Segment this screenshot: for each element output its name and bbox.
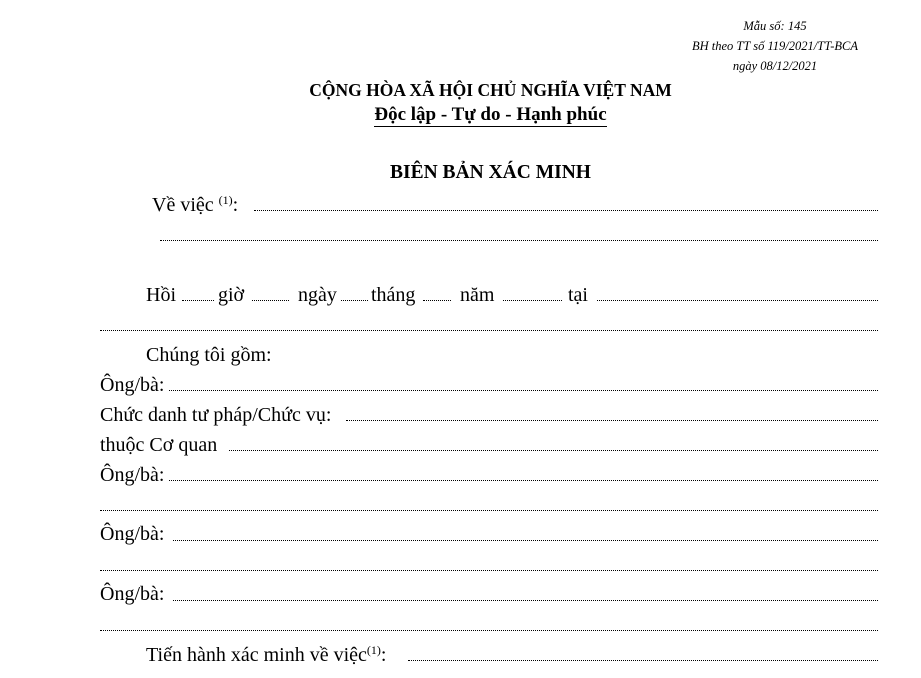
person-blank-2b[interactable]: [100, 510, 878, 511]
person-label-3: Ông/bà:: [100, 523, 165, 545]
person-blank-3[interactable]: [173, 540, 878, 541]
regarding-label: Về việc $^{(1)}$:: [152, 193, 239, 216]
issue-date: ngày 08/12/2021: [732, 59, 818, 73]
person-label-1: Ông/bà:: [100, 374, 165, 396]
person-blank-4b[interactable]: [100, 630, 878, 631]
year-blank[interactable]: [503, 300, 562, 301]
document-title: BIÊN BẢN XÁC MINH: [390, 162, 591, 183]
regarding-blank-2[interactable]: [160, 240, 878, 241]
form-number-block: [665, 16, 885, 76]
person-label-4: Ông/bà:: [100, 583, 165, 605]
conduct-blank[interactable]: [408, 660, 878, 661]
position-label: Chức danh tư pháp/Chức vụ:: [100, 404, 332, 426]
place-blank-1[interactable]: [597, 300, 878, 301]
day-blank[interactable]: [341, 300, 368, 301]
position-blank[interactable]: [346, 420, 878, 421]
regarding-blank-1[interactable]: [254, 210, 878, 211]
issued-by: BH theo TT số 119/2021/TT-BCA: [692, 39, 858, 53]
hour-label: Hồi: [146, 284, 176, 306]
place-label: tại: [568, 284, 588, 306]
form-number: Mẫu số: 145: [743, 19, 807, 33]
motto-text: Độc lập - Tự do - Hạnh phúc: [374, 104, 607, 125]
members-intro: Chúng tôi gồm:: [146, 344, 272, 366]
agency-blank[interactable]: [229, 450, 878, 451]
country-name: CỘNG HÒA XÃ HỘI CHỦ NGHĨA VIỆT NAM: [309, 80, 672, 100]
national-motto: [0, 104, 921, 126]
month-blank[interactable]: [423, 300, 451, 301]
person-blank-1[interactable]: [169, 390, 878, 391]
footnote-marker: (1): [218, 193, 233, 207]
place-blank-2[interactable]: [100, 330, 878, 331]
year-label: năm: [460, 284, 495, 306]
person-blank-2[interactable]: [169, 480, 878, 481]
minute-blank[interactable]: [252, 300, 289, 301]
month-label: tháng: [371, 284, 416, 306]
minute-label: giờ: [218, 284, 245, 306]
agency-label: thuộc Cơ quan: [100, 434, 218, 456]
day-label: ngày: [298, 284, 337, 306]
person-label-2: Ông/bà:: [100, 464, 165, 486]
person-blank-4[interactable]: [173, 600, 878, 601]
hour-blank[interactable]: [182, 300, 214, 301]
person-blank-3b[interactable]: [100, 570, 878, 571]
conduct-label: Tiến hành xác minh về việc$^{(1)}$:: [146, 643, 387, 666]
footnote-marker-2: (1): [366, 643, 381, 657]
